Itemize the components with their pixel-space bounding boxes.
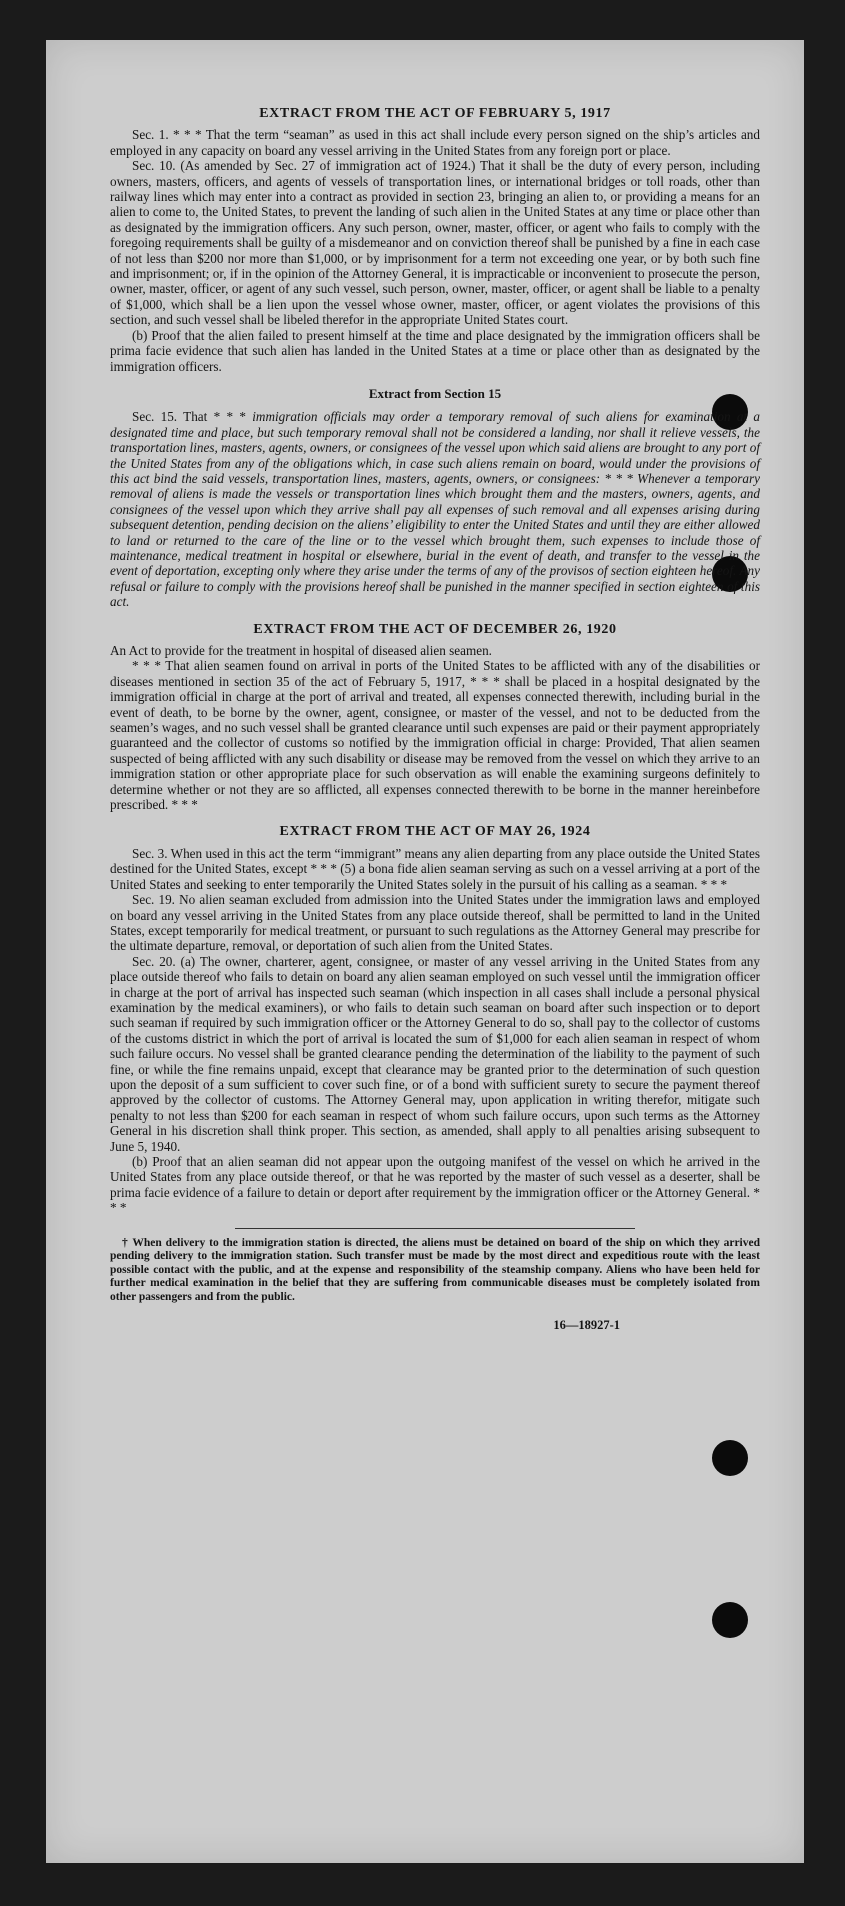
- sec-10b-paragraph: (b) Proof that the alien failed to present himself at the time and place designated by the immigration officers shall be prima facie evidence that such alien has landed in the United States at a time or place other than as designated by the immigration officers.: [110, 327, 760, 374]
- sec-20b-paragraph: (b) Proof that an alien seaman did not appear upon the outgoing manifest of the vessel on which he arrived in the United States from any place outside thereof, or that he was reported by the master of such vessel as a deserter, shall be prima facie evidence of a failure to detain or deport after requirement by the immigration officer or the Attorney General. * * *: [110, 1154, 760, 1216]
- sec-3-paragraph: Sec. 3. When used in this act the term “immigrant” means any alien departing from any place outside the United States destined for the United States, except * * * (5) a bona fide alien seaman serving as such on a vessel arriving at a port of the United States and seeking to enter temporarily the United States solely in the pursuit of his calling as a seaman. * * *: [110, 845, 760, 892]
- act-1920-paragraph: * * * That alien seamen found on arrival in ports of the United States to be afflicted with any of the disabilities or diseases mentioned in section 35 of the act of February 5, 1917, * * * shall be placed in a hospital designated by the immigration official in charge at the port of arrival and treated, all expenses connected therewith, including burial in the event of death, to be borne by the owner, agent, consignee, or master of the vessel, and not to be deducted from the seamen’s wages, and no such vessel shall be granted clearance until such expenses are paid or their payment appropriately guaranteed and the collector of customs so notified by the immigration official in charge: Provided, That alien seamen suspected of being afflicted with any such disability or disease may be removed from the vessel on which they arrive to an immigration station or other appropriate place for such observation as will enable the examining surgeons definitely to determine whether or not they are so afflicted, all expenses connected therewith to be borne in the manner hereinbefore prescribed. * * *: [110, 658, 760, 813]
- punch-hole: [712, 1440, 748, 1476]
- sec-19-paragraph: Sec. 19. No alien seaman excluded from admission into the United States under the immigration laws and employed on board any vessel arriving in the United States from any place outside thereof, shall be permitted to land in the United States, except temporarily for medical treatment, or pursuant to such regulations as the Attorney General may prescribe for the ultimate departure, removal, or deportation of such alien from the United States.: [110, 892, 760, 954]
- section-heading-1924: EXTRACT FROM THE ACT OF MAY 26, 1924: [279, 824, 591, 840]
- section-heading-1920: EXTRACT FROM THE ACT OF DECEMBER 26, 1920: [253, 621, 617, 637]
- sec-1-paragraph: Sec. 1. * * * That the term “seaman” as used in this act shall include every person signed on the ship’s articles and employed in any capacity on board any vessel arriving in the United States from any foreign port or place.: [110, 127, 760, 158]
- document-page: [46, 40, 804, 1863]
- section-heading-1917: EXTRACT FROM THE ACT OF FEBRUARY 5, 1917: [259, 106, 611, 121]
- punch-hole: [712, 1602, 748, 1638]
- act-1920-intro: An Act to provide for the treatment in hospital of diseased alien seamen.: [110, 643, 492, 658]
- section-heading-sec15: Extract from Section 15: [368, 385, 502, 401]
- sec-15-body: immigration officials may order a temporary removal of such aliens for examination at a designated time and place, but such temporary removal shall not be considered a landing, nor shall it relieve vessels, the transportation lines, masters, agents, owners, or consignees of the vessel upon which said aliens are brought to any port of the United States from any of the obligations which, in case such aliens remain on board, would under the provisions of this act bind the said vessels, transportation lines, masters, agents, owners, or consignees: * * * Whenever a temporary removal of aliens is made the vessels or transportation lines which brought them and the masters, owners, agents, and consignees of the vessel upon which they arrive shall pay all expenses of such removal and all expenses arising during subsequent detention, pending decision on the aliens’ eligibility to enter the United States and until they are either allowed to land or returned to the care of the line or to the vessel which brought them, such expenses to include those of maintenance, medical treatment in hospital or elsewhere, burial in the event of death, and transfer to the vessel in the event of deportation, excepting only where they arise under the terms of any of the provisos of section eighteen hereof. Any refusal or failure to comply with the provisions hereof shall be punished in the manner specified in section eighteen of this act.: [110, 409, 761, 610]
- footnote-divider: [235, 1228, 635, 1229]
- sec-10-paragraph: Sec. 10. (As amended by Sec. 27 of immigration act of 1924.) That it shall be the duty of every person, including owners, masters, officers, and agents of vessels of transportation lines, or international bridges or toll roads, other than railway lines which may enter into a contract as provided in section 23, bringing an alien to, or providing a means for an alien to come to, the United States, to prevent the landing of such alien in the United States at any time or place other than as designated by the immigration officers. Any such person, owner, master, officer, or agent who fails to comply with the foregoing requirements shall be guilty of a misdemeanor and on conviction thereof shall be punished by a fine in each case of not less than $200 nor more than $1,000, or by imprisonment for a term not exceeding one year, or by both such fine and imprisonment; or, if in the opinion of the Attorney General, it is impracticable or inconvenient to prosecute the person, owner, master, officer, or agent of any such vessel, such person, owner, master, officer, or agent shall be liable to a penalty of $1,000, which shall be a lien upon the vessel whose owner, master, officer, or agent violates the provisions of this section, and such vessel shall be libeled therefor in the appropriate United States court.: [110, 158, 760, 328]
- sec-20a-paragraph: Sec. 20. (a) The owner, charterer, agent, consignee, or master of any vessel arriving in the United States from any place outside thereof who fails to detain on board any alien seaman employed on such vessel until the immigration officer in charge at the port of arrival has inspected such seaman (which inspection in all cases shall include a personal physical examination by the medical examiners), or who fails to detain such seaman on board after such inspection or to deport such seaman if required by such immigration officer or the Attorney General to do so, shall pay to the collector of customs of the customs district in which the port of arrival is located the sum of $1,000 for each alien seaman in respect of whom such failure occurs. No vessel shall be granted clearance pending the determination of the liability to the payment of such fine, or while the fine remains unpaid, except that clearance may be granted prior to the determination of such question upon the deposit of a sum sufficient to cover such fine, or of a bond with sufficient surety to secure the payment thereof approved by the collector of customs. The Attorney General may, upon application in writing therefor, mitigate such penalty to not less than $200 for each seaman in respect of whom such failure occurs, upon such terms as the Attorney General in his discretion shall think proper. This section, as amended, shall apply to all penalties arising subsequent to June 5, 1940.: [110, 953, 760, 1154]
- footnote: † When delivery to the immigration station is directed, the aliens must be detained on board of the ship on which they arrived pending delivery to the immigration station. Such transfer must be made by the most direct and expeditious route with the least possible contact with the public, and at the expense and responsibility of the steamship company. Aliens who have been held for further medical examination in the belief that they are suffering from communicable diseases must be completely isolated from other passengers and from the public.: [110, 1236, 760, 1303]
- document-body: [110, 106, 760, 1334]
- sec-15-paragraph: [110, 409, 760, 609]
- sec-15-lead: Sec. 15. That * * *: [132, 409, 246, 425]
- form-code: 16—18927-1: [553, 1318, 620, 1333]
